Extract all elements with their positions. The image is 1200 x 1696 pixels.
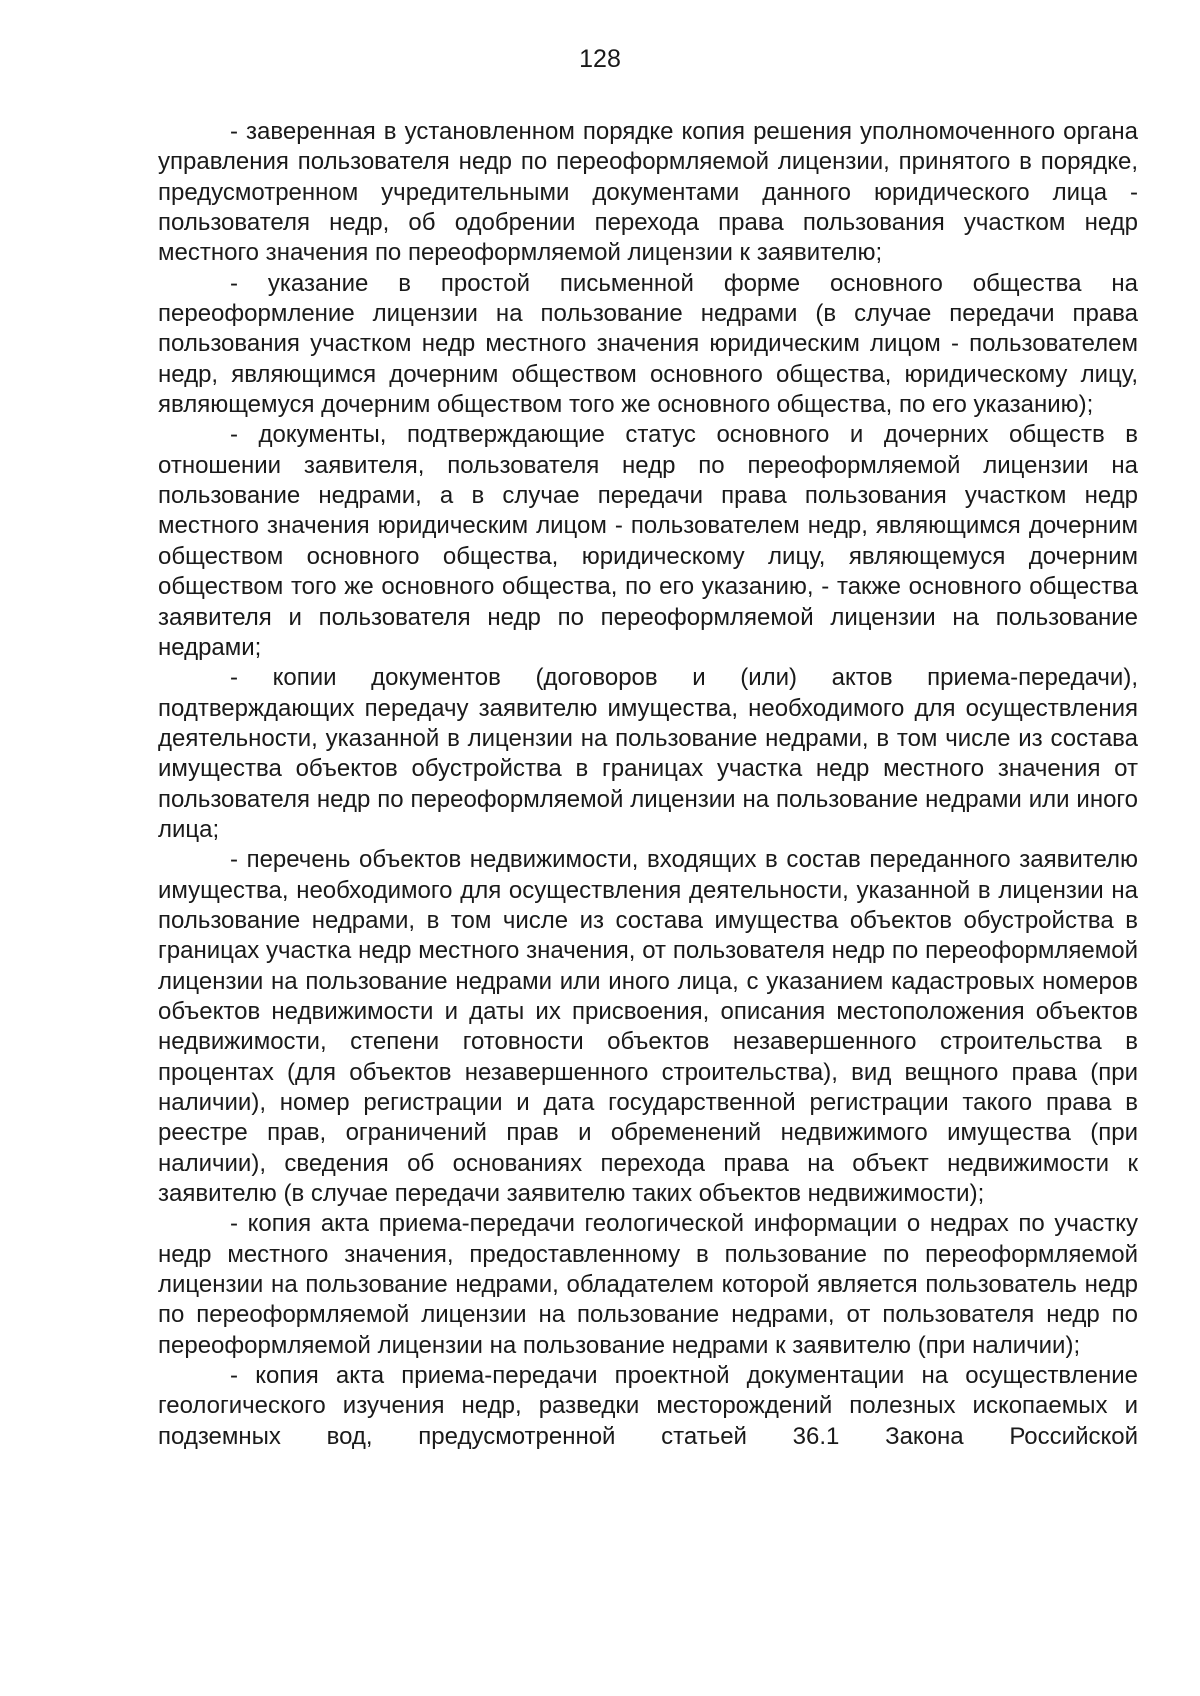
page-number: 128	[579, 45, 621, 73]
paragraph-real-estate-list: - перечень объектов недвижимости, входящих в состав переданного заявителю имущества, необходимого для осуществления деятельности, указанной в лицензии на пользование недрами, в том числе из состава имущества объектов обустройства в границах участка недр местного значения, от пользователя недр по переоформляемой лицензии на пользование недрами или иного лица, с указанием кадастровых номеров объектов недвижимости и даты их присвоения, описания местоположения объектов недвижимости, степени готовности объектов незавершенного строительства в процентах (для объектов незавершенного строительства), вид вещного права (при наличии), номер регистрации и дата государственной регистрации такого права в реестре прав, ограничений прав и обременений недвижимого имущества (при наличии), сведения об основаниях перехода права на объект недвижимости к заявителю (в случае передачи заявителю таких объектов недвижимости);	[158, 846, 1138, 1208]
paragraph-transfer-documents: - копии документов (договоров и (или) актов приема-передачи), подтверждающих передачу заявителю имущества, необходимого для осуществления деятельности, указанной в лицензии на пользование недрами, в том числе из состава имущества объектов обустройства в границах участка недр местного значения от пользователя недр по переоформляемой лицензии на пользование недрами или иного лица;	[158, 664, 1138, 843]
paragraph-parent-company-instruction: - указание в простой письменной форме основного общества на переоформление лицензии на пользование недрами (в случае передачи права пользования участком недр местного значения юридическим лицом - пользователем недр, являющимся дочерним обществом основного общества, юридическому лицу, являющемуся дочерним обществом того же основного общества, по его указанию);	[158, 269, 1138, 419]
paragraph-project-documentation-act: - копия акта приема-передачи проектной документации на осуществление геологического изучения недр, разведки месторождений полезных ископаемых и подземных вод, предусмотренной статьей 36.1 Закона Российской	[158, 1362, 1138, 1450]
document-body	[158, 117, 1138, 1452]
paragraph-geological-info-act: - копия акта приема-передачи геологической информации о недрах по участку недр местного значения, предоставленному в пользование по переоформляемой лицензии на пользование недрами, обладателем которой является пользователь недр по переоформляемой лицензии на пользование недрами, от пользователя недр по переоформляемой лицензии на пользование недрами к заявителю (при наличии);	[158, 1210, 1138, 1359]
paragraph-status-documents: - документы, подтверждающие статус основного и дочерних обществ в отношении заявителя, пользователя недр по переоформляемой лицензии на пользование недрами, а в случае передачи права пользования участком недр местного значения юридическим лицом - пользователем недр, являющимся дочерним обществом основного общества, юридическому лицу, являющемуся дочерним обществом того же основного общества, по его указанию, - также основного общества заявителя и пользователя недр по переоформляемой лицензии на пользование недрами;	[158, 421, 1138, 661]
paragraph-certified-copy: - заверенная в установленном порядке копия решения уполномоченного органа управления пользователя недр по переоформляемой лицензии, принятого в порядке, предусмотренном учредительными документами данного юридического лица - пользователя недр, об одобрении перехода права пользования участком недр местного значения по переоформляемой лицензии к заявителю;	[158, 118, 1138, 267]
